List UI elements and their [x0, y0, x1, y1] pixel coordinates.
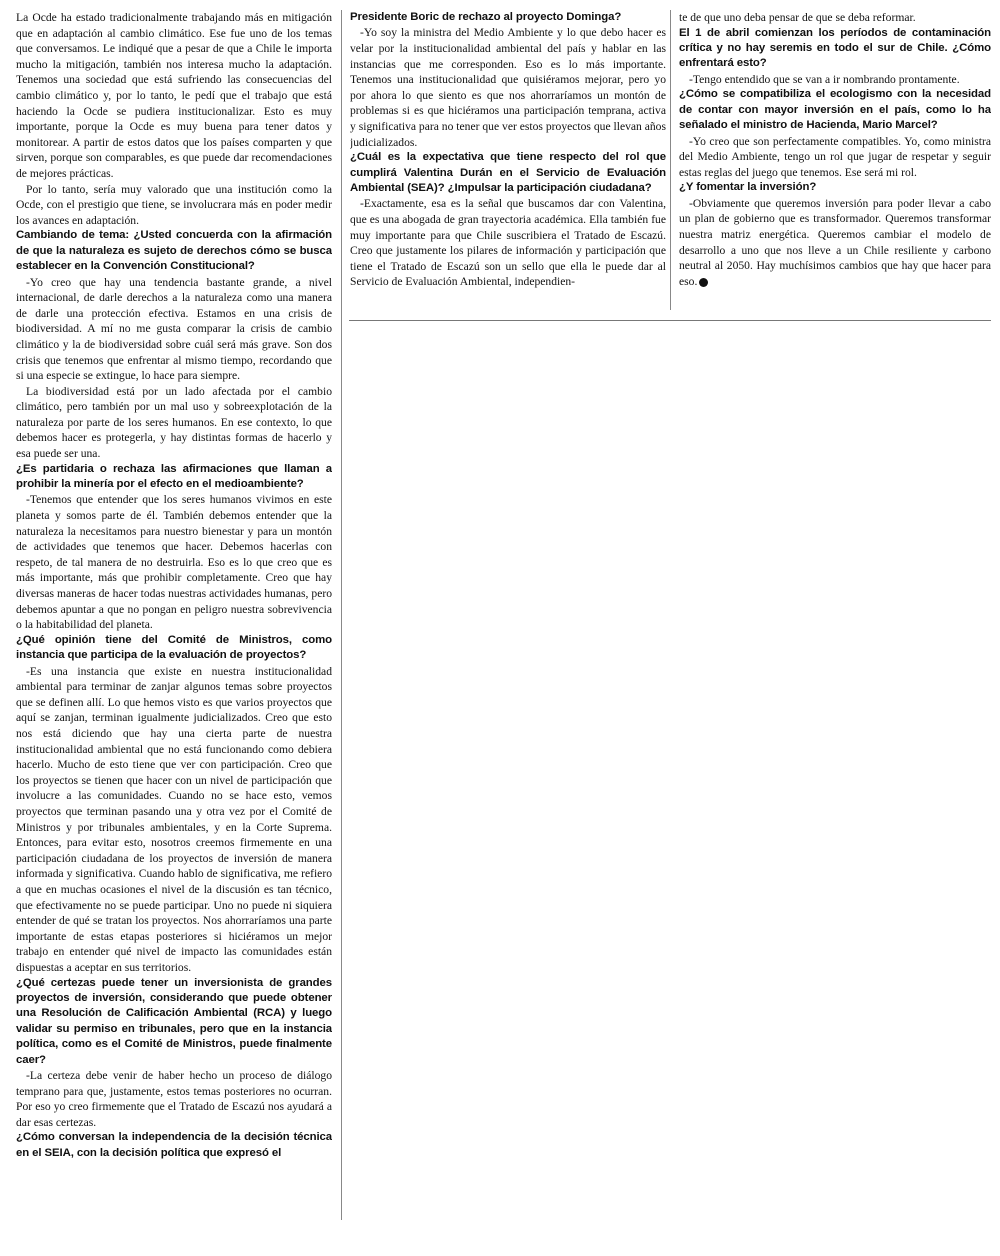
interview-question: ¿Cuál es la expectativa que tiene respecto del rol que cumplirá Valentina Durán en el Servicio de Evaluación Ambiental (SEA)? ¿Impulsar la participación ciudadana? — [350, 151, 666, 194]
interview-answer: -Exactamente, esa es la señal que buscamos dar con Valentina, que es una abogada de gran trayectoria académica. Ella también fue muy importante para que Chile suscribiera el Tratado de Escazú. Creo que justamente los pilares de información y participación que tiene el Tratado de Escazú son un sello que ella le puede dar al Servicio de Evaluación Ambiental, independien- — [350, 197, 666, 289]
interview-answer: -Tengo entendido que se van a ir nombrando prontamente. — [689, 72, 960, 86]
interview-answer — [679, 196, 991, 290]
paragraph: La biodiversidad está por un lado afectada por el cambio climático, pero también por un mal uso y sobreexplotación de la naturaleza por parte de los seres humanos. En ese contexto, lo que debemos hacer es protegerla, y hay distintas formas de hacerlo y esa puede ser una. — [16, 384, 332, 461]
paragraph: Por lo tanto, sería muy valorado que una institución como la Ocde, con el prestigio que tiene, se involucrara más en poder medir los avances en adaptación. — [16, 182, 332, 227]
interview-answer: -Yo creo que hay una tendencia bastante grande, a nivel internacional, de darle derechos a la naturaleza como una manera de darle una protección efectiva. Estamos en una crisis de biodiversidad. A mí no me gusta comparar la crisis de cambio climático y la de biodiversidad sobre cuál será más grave. Son dos crisis que tenemos que enfrentar al mismo tiempo, recordando que si una especie se extingue, lo hace para siempre. — [16, 275, 332, 383]
final-answer-text: -Obviamente que queremos inversión para poder llevar a cabo un plan de gobierno que es transformador. Queremos transformar nuestra matriz energética. Queremos cambiar el modelo de desarrollo a uno que nos lleve a un Chile resiliente y carbono neutral al 2050. Hay muchísimos cambios que hay que hacer para eso. — [679, 196, 991, 288]
interview-answer: -Yo creo que son perfectamente compatibles. Yo, como ministra del Medio Ambiente, tengo un rol que jugar de respetar y seguir estas reglas del juego que tenemos. Ese será mi rol. — [679, 134, 991, 179]
interview-question: ¿Qué opinión tiene del Comité de Ministros, como instancia que participa de la evaluación de proyectos? — [16, 633, 332, 662]
interview-answer: -Es una instancia que existe en nuestra institucionalidad ambiental para terminar de zanjar algunos temas sobre proyectos que se definen allí. Lo que hemos visto es que varios proyectos que aquí se zanjan, terminan igualmente judicializados. Creo que esto nos está diciendo que hay una cierta parte de nuestra institucionalidad ambiental que no está funcionando como debiera hacerlo. Mucho de esto tiene que ver con participación. Creo que los proyectos se tienen que hacer con un nivel de participación que involucre a las comunidades. Cuando no se hace esto, vemos proyectos que terminan pasando una y otra vez por el Comité de Ministros y por tribunales ambientales, y en la Corte Suprema. Entonces, para evitar esto, nosotros creemos firmemente en una participación ciudadana de los proyectos de inversión de manera informada y significativa. Cuando hablo de significativa, me refiero a que en muchas ocasiones el nivel de la discusión es tan técnico, que efectivamente no se puede participar. Uno no puede ni siquiera entender de qué se tratan los proyectos. Nos ahorraríamos una parte importante de estas etapas posteriores si hiciéramos un mejor trabajo en entender qué nivel de impacto las comunidades están dispuestas a aceptar en sus territorios. — [16, 664, 332, 974]
end-of-article-icon: ● — [699, 278, 708, 287]
interview-question: ¿Es partidaria o rechaza las afirmaciones que llaman a prohibir la minería por el efecto en el medioambiente? — [16, 462, 332, 491]
article-column-2 — [350, 10, 666, 300]
interview-question: ¿Qué certezas puede tener un inversionista de grandes proyectos de inversión, considerando que puede obtener una Resolución de Calificación Ambiental (RCA) y luego validar su permiso en tribunales, pero que en la instancia política, como es el Comité de Ministros, puede finalmente caer? — [16, 976, 332, 1066]
interview-answer: -La certeza debe venir de haber hecho un proceso de diálogo temprano para que, justamente, estos temas posteriores no ocurran. Por eso yo creo firmemente que el Tratado de Escazú nos ayudará a dar esas certezas. — [16, 1068, 332, 1129]
column-divider — [670, 10, 671, 310]
column-divider — [341, 10, 342, 1220]
interview-question: Cambiando de tema: ¿Usted concuerda con la afirmación de que la naturaleza es sujeto de derechos cómo se busca establecer en la Convención Constitucional? — [16, 229, 332, 273]
section-rule — [349, 320, 991, 321]
interview-question: El 1 de abril comienzan los períodos de contaminación crítica y no hay seremis en todo el sur de Chile. ¿Cómo enfrentará esto? — [679, 26, 991, 70]
interview-question: ¿Cómo conversan la independencia de la decisión técnica en el SEIA, con la decisión política que expresó el — [16, 1131, 332, 1159]
interview-answer: -Tenemos que entender que los seres humanos vivimos en este planeta y somos parte de él. También debemos entender que la naturaleza la necesitamos para nuestro bienestar y para un montón de actividades que tenemos que hacer. Debemos hacerlas con respeto, de tal manera de no destruirla. Eso es lo que creo que es más importante, más que prohibir completamente. Creo que hay diversas maneras de hacer todas nuestras actividades humanas, pero debemos apuntar a que no pongan en peligro nuestra sobrevivencia o la habitabilidad del planeta. — [16, 493, 332, 632]
article-column-3 — [679, 10, 991, 310]
interview-question: Presidente Boric de rechazo al proyecto Dominga? — [350, 11, 622, 23]
paragraph: La Ocde ha estado tradicionalmente trabajando más en mitigación que en adaptación al cambio climático. Ese fue uno de los temas que conversamos. Le indiqué que a pesar de que a Chile le importa mucho la mitigación, también nos interesa mucho la adaptación. Tenemos una sociedad que está sufriendo las consecuencias del cambio climático y, por lo tanto, le pedí que el trabajo que está haciendo la Ocde se pudiera institucionalizar. Esto es muy importante, porque la Ocde es muy buena para tener datos y monitorear. A partir de estos datos que los países comparten y que sirven, porque son comparables, es que puede dar recomendaciones de mejores prácticas. — [16, 11, 332, 180]
interview-answer: te de que uno deba pensar de que se deba reformar. — [679, 11, 916, 24]
interview-question: ¿Y fomentar la inversión? — [679, 181, 817, 194]
interview-question: ¿Cómo se compatibiliza el ecologismo con la necesidad de contar con mayor inversión en el país, como lo ha señalado el ministro de Hacienda, Mario Marcel? — [679, 88, 991, 132]
interview-answer: -Yo soy la ministra del Medio Ambiente y lo que debo hacer es velar por la institucionalidad ambiental del país y hablar en las instancias que me corresponden. Eso es lo más importante. Tenemos una institucionalidad que quisiéramos mejorar, pero yo por ahora lo que siento es que nos ahorraríamos un montón de problemas si es que hiciéramos una participación temprana, activa y significativa para no tener que ver estos proyectos que llevan años judicializados. — [350, 26, 666, 149]
article-column-1 — [16, 10, 332, 1250]
